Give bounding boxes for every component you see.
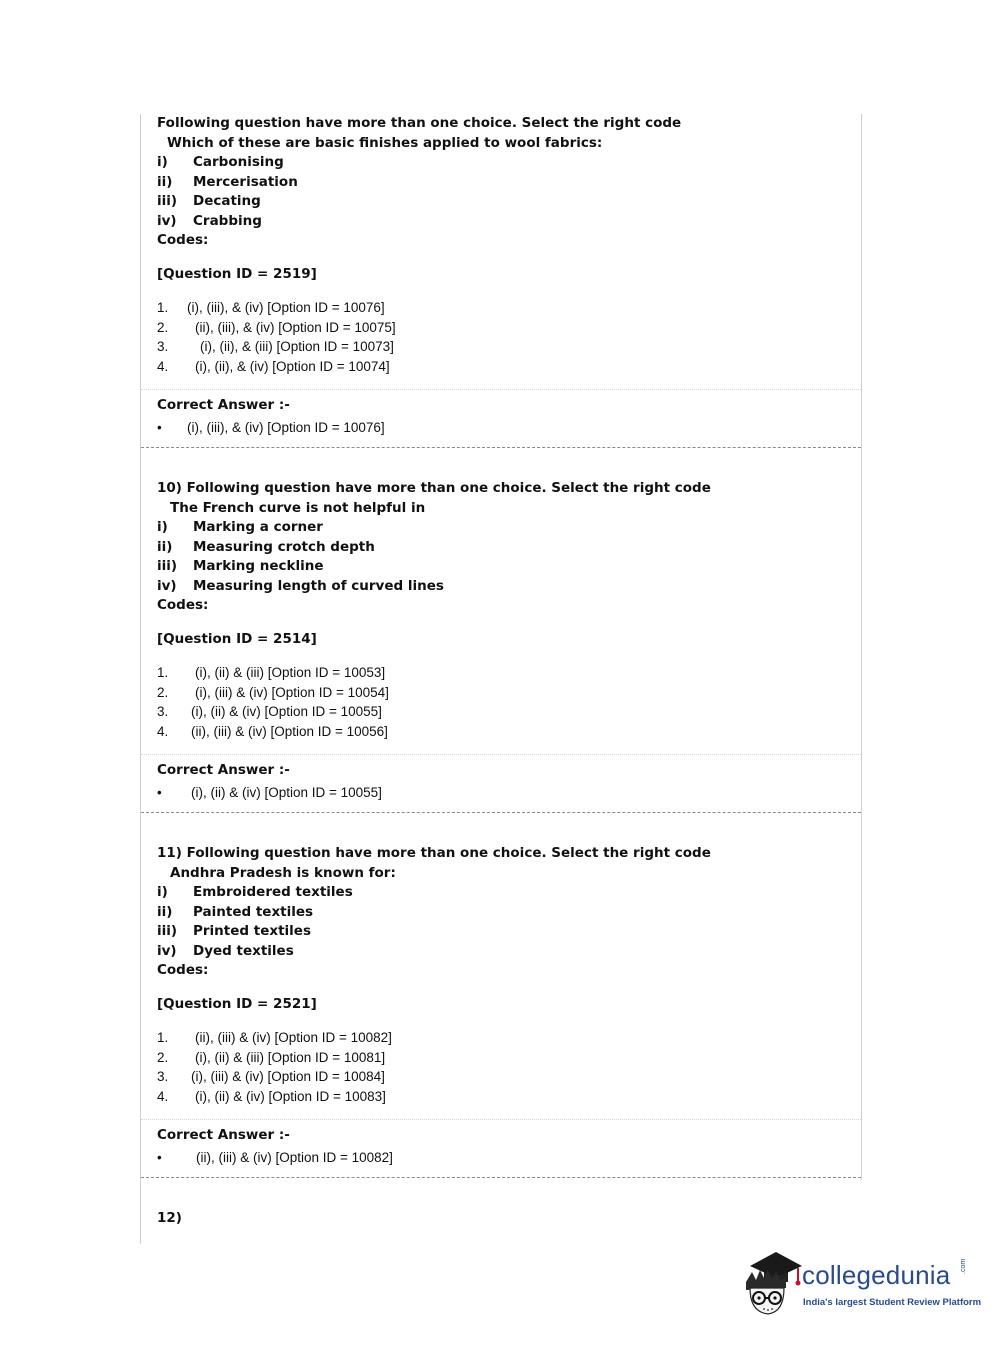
choice-text: Measuring length of curved lines [193, 577, 444, 594]
codes-label: Codes: [157, 232, 209, 248]
option-number: 1. [157, 1030, 169, 1045]
choice-text: Dyed textiles [193, 942, 294, 959]
choice-numeral: iv) [157, 942, 177, 959]
question-stem: Andhra Pradesh is known for: [170, 864, 396, 881]
choice-text: Printed textiles [193, 923, 311, 939]
choice-item [157, 942, 847, 962]
choice-item [157, 192, 847, 212]
page-frame-left-border [140, 114, 141, 1244]
option-number: 1. [157, 300, 169, 315]
question-10-block [157, 479, 847, 741]
choice-numeral: iii) [157, 558, 178, 574]
choice-text: Crabbing [193, 212, 262, 229]
question-separator [141, 447, 861, 448]
option-item [157, 337, 847, 357]
correct-answer [157, 785, 382, 800]
option-number: 3. [157, 704, 169, 719]
choice-numeral: iv) [157, 212, 177, 229]
logo-tagline: India's largest Student Review Platform [803, 1297, 982, 1308]
choice-numeral: ii) [157, 538, 173, 555]
option-list [157, 298, 847, 376]
choice-text: Carbonising [193, 154, 284, 170]
question-separator [141, 812, 861, 813]
question-heading: Following question have more than one choice. Select the right code [157, 115, 682, 131]
answer-separator [141, 754, 861, 755]
question-id: [Question ID = 2521] [157, 995, 317, 1012]
question-id: [Question ID = 2519] [157, 265, 317, 282]
option-list [157, 1028, 847, 1106]
answer-separator [141, 389, 861, 390]
bullet: • [157, 1150, 162, 1165]
option-number: 4. [157, 358, 169, 374]
option-text: (i), (ii) & (iii) [Option ID = 10081] [195, 1049, 386, 1065]
choice-item [157, 883, 847, 903]
choice-item [157, 577, 847, 597]
option-number: 2. [157, 1049, 169, 1065]
option-text: (ii), (iii) & (iv) [Option ID = 10082] [195, 1030, 392, 1045]
option-number: 3. [157, 339, 169, 354]
question-heading: 10) Following question have more than one choice. Select the right code [157, 480, 711, 496]
correct-answer-text: (i), (ii) & (iv) [Option ID = 10055] [191, 785, 382, 800]
option-number: 1. [157, 665, 169, 680]
choice-item [157, 922, 847, 942]
page-frame-right-border [861, 114, 862, 1180]
option-item [157, 1028, 847, 1048]
choice-item [157, 518, 847, 538]
option-text: (i), (ii), & (iv) [Option ID = 10074] [195, 358, 390, 374]
option-number: 2. [157, 319, 169, 335]
choice-text: Marking a corner [193, 519, 323, 535]
option-text: (i), (ii) & (iv) [Option ID = 10083] [195, 1088, 386, 1104]
choice-text: Measuring crotch depth [193, 538, 375, 555]
bullet: • [157, 785, 162, 800]
question-stem: Which of these are basic finishes applied to wool fabrics: [167, 134, 603, 151]
option-number: 3. [157, 1069, 169, 1084]
option-item [157, 318, 847, 338]
option-text: (i), (ii), & (iii) [Option ID = 10073] [200, 339, 394, 354]
option-number: 4. [157, 723, 169, 739]
mascot-icon [742, 1248, 802, 1318]
question-heading: 11) Following question have more than one choice. Select the right code [157, 845, 711, 861]
next-question-number: 12) [157, 1210, 182, 1226]
collegedunia-logo[interactable] [742, 1248, 982, 1318]
choice-numeral: iii) [157, 193, 178, 209]
choice-numeral: i) [157, 519, 168, 535]
choice-text: Marking neckline [193, 558, 324, 574]
choice-item [157, 173, 847, 193]
choice-item [157, 212, 847, 232]
option-number: 4. [157, 1088, 169, 1104]
option-text: (ii), (iii) & (iv) [Option ID = 10056] [191, 723, 388, 739]
choice-item [157, 557, 847, 577]
choice-numeral: ii) [157, 903, 173, 920]
answer-separator [141, 1119, 861, 1120]
option-text: (i), (ii) & (iv) [Option ID = 10055] [191, 704, 382, 719]
question-separator [141, 1177, 861, 1178]
option-item [157, 1087, 847, 1107]
option-item [157, 683, 847, 703]
option-text: (i), (iii) & (iv) [Option ID = 10054] [195, 684, 389, 700]
choice-text: Mercerisation [193, 173, 298, 190]
correct-answer-label: Correct Answer :- [157, 1127, 290, 1143]
codes-label: Codes: [157, 962, 209, 978]
option-text: (ii), (iii), & (iv) [Option ID = 10075] [195, 319, 396, 335]
option-item [157, 663, 847, 683]
correct-answer [157, 420, 385, 435]
logo-wordmark: collegedunia [802, 1260, 951, 1290]
choice-text: Decating [193, 193, 261, 209]
choice-text: Embroidered textiles [193, 884, 353, 900]
option-item [157, 1067, 847, 1087]
correct-answer [157, 1150, 393, 1165]
option-text: (i), (iii) & (iv) [Option ID = 10084] [191, 1069, 385, 1084]
correct-answer-label: Correct Answer :- [157, 762, 290, 778]
option-item [157, 357, 847, 377]
correct-answer-text: (i), (iii), & (iv) [Option ID = 10076] [187, 420, 385, 435]
question-id: [Question ID = 2514] [157, 630, 317, 647]
bullet: • [157, 420, 162, 435]
choice-numeral: i) [157, 154, 168, 170]
option-list [157, 663, 847, 741]
correct-answer-text: (ii), (iii) & (iv) [Option ID = 10082] [196, 1150, 393, 1165]
question-11-block [157, 844, 847, 1106]
choice-numeral: i) [157, 884, 168, 900]
question-9-block [157, 114, 847, 376]
question-stem: The French curve is not helpful in [170, 499, 426, 516]
codes-label: Codes: [157, 597, 209, 613]
choice-numeral: ii) [157, 173, 173, 190]
logo-suffix: .com [960, 1258, 967, 1274]
choice-text: Painted textiles [193, 903, 314, 920]
option-number: 2. [157, 684, 169, 700]
option-item [157, 1048, 847, 1068]
choice-numeral: iv) [157, 577, 177, 594]
choice-item [157, 903, 847, 923]
choice-numeral: iii) [157, 923, 178, 939]
option-item [157, 298, 847, 318]
option-item [157, 722, 847, 742]
option-text: (i), (ii) & (iii) [Option ID = 10053] [195, 665, 386, 680]
choice-item [157, 153, 847, 173]
correct-answer-label: Correct Answer :- [157, 397, 290, 413]
option-item [157, 702, 847, 722]
choice-item [157, 538, 847, 558]
option-text: (i), (iii), & (iv) [Option ID = 10076] [187, 300, 385, 315]
